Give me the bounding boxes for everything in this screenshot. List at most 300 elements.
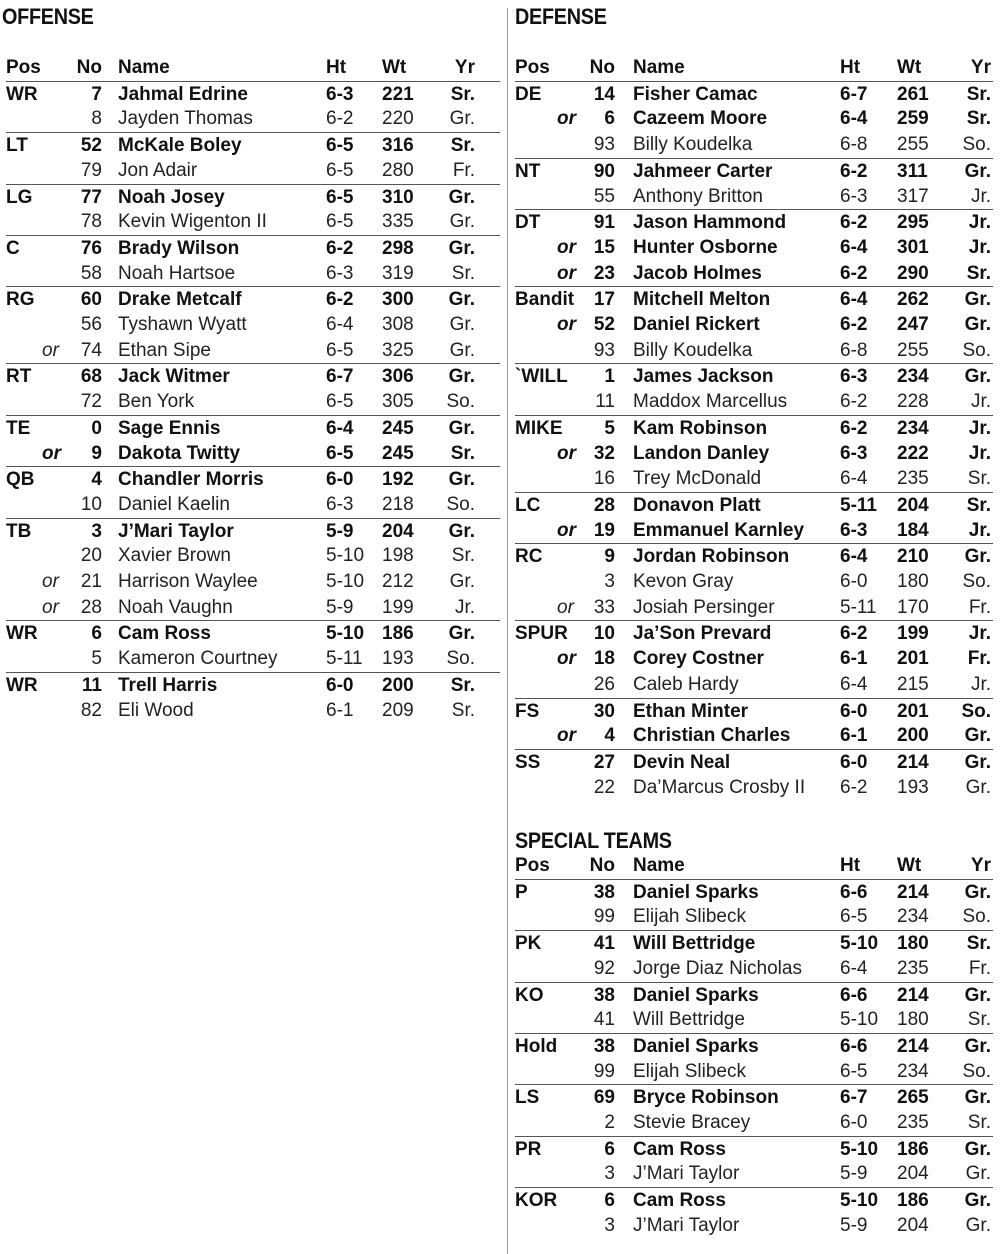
table-row: [6, 466, 500, 492]
header-no: No: [589, 57, 615, 78]
jersey-number-cell: 22: [593, 776, 615, 798]
class-year-cell: Gr.: [449, 339, 475, 361]
table-row: [515, 543, 993, 569]
height-cell: 6-2: [840, 391, 868, 413]
table-row: [6, 595, 500, 621]
height-cell: 6-3: [840, 519, 868, 541]
height-cell: 6-4: [326, 417, 354, 439]
jersey-number-cell: 9: [604, 546, 615, 568]
player-name-cell: Mitchell Melton: [633, 289, 771, 311]
height-cell: 6-0: [840, 1112, 868, 1133]
player-name-cell: Daniel Sparks: [633, 881, 759, 903]
jersey-number-cell: 20: [80, 545, 102, 567]
height-cell: 6-5: [840, 906, 868, 928]
player-name-cell: Cam Ross: [633, 1138, 726, 1160]
position-cell: LG: [6, 186, 33, 208]
table-row: [6, 363, 500, 389]
position-cell: C: [6, 237, 20, 259]
class-year-cell: Gr.: [449, 211, 475, 233]
table-row: [515, 132, 993, 158]
height-cell: 6-3: [840, 185, 868, 207]
table-row: [515, 879, 993, 905]
height-cell: 6-6: [840, 881, 868, 903]
player-name-cell: Christian Charles: [633, 725, 791, 747]
weight-cell: 235: [897, 957, 929, 979]
weight-cell: 308: [382, 314, 414, 335]
player-name-cell: Billy Koudelka: [633, 339, 753, 361]
position-cell: `WILL: [515, 366, 568, 388]
player-name-cell: Stevie Bracey: [633, 1112, 751, 1133]
jersey-number-cell: 77: [80, 186, 102, 208]
player-name-cell: Maddox Marcellus: [633, 391, 788, 413]
weight-cell: 301: [897, 236, 929, 258]
player-name-cell: Jahmal Edrine: [118, 83, 248, 105]
or-label: or: [42, 442, 61, 464]
height-cell: 6-5: [326, 211, 354, 233]
player-name-cell: Anthony Britton: [633, 185, 763, 207]
height-cell: 6-2: [840, 623, 868, 645]
height-cell: 6-8: [840, 339, 868, 361]
height-cell: 6-6: [840, 984, 868, 1006]
player-name-cell: Elijah Slibeck: [633, 1060, 746, 1082]
jersey-number-cell: 38: [593, 984, 615, 1006]
player-name-cell: Jon Adair: [118, 159, 198, 181]
height-cell: 6-4: [840, 673, 868, 695]
or-label: or: [557, 236, 576, 258]
header-ht: Ht: [840, 855, 861, 876]
height-cell: 6-1: [840, 725, 868, 747]
height-cell: 6-0: [840, 700, 868, 722]
jersey-number-cell: 23: [593, 262, 615, 284]
player-name-cell: Eli Wood: [118, 699, 194, 721]
weight-cell: 204: [897, 1214, 929, 1236]
position-cell: PR: [515, 1138, 542, 1160]
class-year-cell: Jr.: [968, 212, 991, 234]
player-name-cell: Harrison Waylee: [118, 571, 258, 592]
jersey-number-cell: 56: [80, 314, 102, 335]
height-cell: 6-4: [326, 314, 354, 335]
header-yr: Yr: [970, 855, 991, 876]
class-year-cell: So.: [446, 493, 475, 515]
class-year-cell: Jr.: [968, 417, 991, 439]
weight-cell: 200: [382, 674, 414, 696]
jersey-number-cell: 38: [593, 1035, 615, 1057]
height-cell: 6-2: [326, 289, 354, 311]
jersey-number-cell: 3: [604, 1163, 615, 1185]
player-name-cell: Kam Robinson: [633, 417, 768, 439]
class-year-cell: Sr.: [450, 674, 475, 696]
jersey-number-cell: 78: [80, 211, 102, 233]
jersey-number-cell: 1: [604, 366, 615, 388]
class-year-cell: Fr.: [452, 159, 475, 181]
jersey-number-cell: 5: [91, 648, 102, 670]
class-year-cell: Jr.: [968, 236, 991, 258]
jersey-number-cell: 38: [593, 881, 615, 903]
jersey-number-cell: 7: [91, 83, 102, 105]
header-wt: Wt: [382, 57, 407, 78]
class-year-cell: Gr.: [965, 1163, 991, 1185]
table-row: [515, 261, 993, 287]
weight-cell: 199: [897, 623, 929, 645]
height-cell: 6-5: [840, 1060, 868, 1082]
jersey-number-cell: 16: [593, 468, 615, 490]
height-cell: 5-10: [840, 1009, 879, 1031]
player-name-cell: Daniel Sparks: [633, 1035, 759, 1057]
weight-cell: 306: [382, 366, 414, 388]
height-cell: 6-3: [840, 442, 868, 464]
weight-cell: 180: [897, 933, 929, 955]
table-row: [6, 441, 500, 467]
height-cell: 6-1: [840, 648, 868, 670]
player-name-cell: Cam Ross: [118, 623, 211, 645]
weight-cell: 311: [897, 160, 928, 182]
class-year-cell: So.: [446, 648, 475, 670]
player-name-cell: Caleb Hardy: [633, 673, 739, 695]
player-name-cell: Trey McDonald: [633, 468, 762, 490]
weight-cell: 235: [897, 468, 929, 490]
player-name-cell: Landon Danley: [633, 442, 770, 464]
weight-cell: 310: [382, 186, 414, 208]
player-name-cell: Noah Josey: [118, 186, 225, 208]
table-row: [6, 543, 500, 569]
table-row: [515, 441, 993, 467]
column-divider: [507, 8, 508, 1254]
class-year-cell: Sr.: [966, 83, 991, 105]
position-cell: Hold: [515, 1035, 558, 1057]
weight-cell: 290: [897, 262, 929, 284]
class-year-cell: Fr.: [968, 957, 991, 979]
weight-cell: 192: [382, 469, 414, 491]
jersey-number-cell: 3: [91, 520, 102, 542]
weight-cell: 325: [382, 339, 414, 361]
player-name-cell: Jayden Thomas: [118, 108, 253, 130]
weight-cell: 298: [382, 237, 414, 259]
position-cell: WR: [6, 83, 38, 105]
table-row: [6, 415, 500, 441]
or-label: or: [557, 596, 574, 618]
player-name-cell: James Jackson: [633, 366, 774, 388]
weight-cell: 305: [382, 391, 414, 413]
weight-cell: 295: [897, 212, 929, 234]
table-row: [6, 569, 500, 595]
height-cell: 6-5: [326, 391, 354, 413]
class-year-cell: So.: [962, 906, 991, 928]
table-row: [515, 1213, 993, 1239]
table-row: [515, 389, 993, 415]
or-label: or: [42, 571, 59, 592]
offense-title: OFFENSE: [2, 4, 94, 29]
jersey-number-cell: 18: [593, 648, 615, 670]
height-cell: 5-9: [326, 520, 354, 542]
jersey-number-cell: 2: [604, 1112, 615, 1133]
weight-cell: 245: [382, 442, 414, 464]
height-cell: 6-4: [840, 236, 868, 258]
jersey-number-cell: 41: [593, 933, 615, 955]
jersey-number-cell: 14: [593, 83, 615, 105]
header-pos: Pos: [515, 855, 550, 876]
jersey-number-cell: 90: [593, 160, 615, 182]
defense-title: DEFENSE: [515, 4, 607, 29]
jersey-number-cell: 27: [593, 751, 615, 773]
table-row: [515, 158, 993, 184]
weight-cell: 247: [897, 314, 929, 335]
height-cell: 5-10: [840, 933, 879, 955]
jersey-number-cell: 19: [593, 519, 615, 541]
height-cell: 6-5: [326, 339, 354, 361]
player-name-cell: Brady Wilson: [118, 237, 240, 259]
player-name-cell: J’Mari Taylor: [118, 520, 234, 542]
class-year-cell: Gr.: [964, 984, 991, 1006]
player-name-cell: Jason Hammond: [633, 212, 787, 234]
jersey-number-cell: 93: [593, 134, 615, 156]
header-name: Name: [633, 855, 685, 876]
table-row: [515, 1033, 993, 1059]
player-name-cell: Daniel Sparks: [633, 984, 759, 1006]
weight-cell: 255: [897, 134, 929, 156]
height-cell: 6-3: [326, 493, 354, 515]
jersey-number-cell: 3: [604, 571, 615, 592]
table-row: [6, 286, 500, 312]
table-row: [6, 620, 500, 646]
class-year-cell: Sr.: [967, 1112, 991, 1133]
weight-cell: 214: [897, 751, 929, 773]
height-cell: 5-9: [326, 596, 354, 618]
table-row: [6, 492, 500, 518]
table-row: [515, 415, 993, 441]
table-row: [515, 235, 993, 261]
class-year-cell: Jr.: [970, 673, 991, 695]
class-year-cell: Gr.: [448, 469, 475, 491]
class-year-cell: Sr.: [450, 442, 475, 464]
class-year-cell: Jr.: [968, 623, 991, 645]
class-year-cell: Gr.: [964, 366, 991, 388]
class-year-cell: Jr.: [968, 442, 991, 464]
table-row: [515, 184, 993, 210]
table-row: [515, 363, 993, 389]
class-year-cell: So.: [962, 134, 991, 156]
height-cell: 5-11: [840, 494, 877, 516]
weight-cell: 335: [382, 211, 414, 233]
class-year-cell: Gr.: [448, 417, 475, 439]
class-year-cell: Gr.: [964, 751, 991, 773]
player-name-cell: Ben York: [118, 391, 195, 413]
class-year-cell: Fr.: [968, 596, 991, 618]
table-row: [515, 518, 993, 544]
jersey-number-cell: 99: [593, 906, 615, 928]
player-name-cell: Jordan Robinson: [633, 546, 790, 568]
position-cell: LT: [6, 135, 28, 157]
position-cell: NT: [515, 160, 541, 182]
class-year-cell: Sr.: [966, 108, 991, 130]
jersey-number-cell: 0: [91, 417, 102, 439]
jersey-number-cell: 79: [80, 159, 102, 181]
weight-cell: 245: [382, 417, 414, 439]
table-row: [515, 312, 993, 338]
table-row: [515, 930, 993, 956]
weight-cell: 262: [897, 289, 929, 311]
table-row: [515, 646, 993, 672]
class-year-cell: Gr.: [964, 725, 991, 747]
player-name-cell: Hunter Osborne: [633, 236, 778, 258]
table-row: [6, 261, 500, 287]
class-year-cell: Gr.: [965, 1214, 991, 1236]
weight-cell: 228: [897, 391, 929, 413]
player-name-cell: Cazeem Moore: [633, 108, 768, 130]
jersey-number-cell: 72: [80, 391, 102, 413]
jersey-number-cell: 9: [91, 442, 102, 464]
height-cell: 6-4: [840, 289, 868, 311]
player-name-cell: Emmanuel Karnley: [633, 519, 805, 541]
class-year-cell: Sr.: [450, 135, 475, 157]
jersey-number-cell: 55: [593, 185, 615, 207]
header-no: No: [76, 57, 102, 78]
weight-cell: 200: [897, 725, 929, 747]
weight-cell: 214: [897, 881, 929, 903]
table-row: [515, 466, 993, 492]
player-name-cell: McKale Boley: [118, 135, 242, 157]
class-year-cell: So.: [961, 700, 991, 722]
class-year-cell: So.: [962, 1060, 991, 1082]
height-cell: 6-7: [326, 366, 354, 388]
jersey-number-cell: 6: [91, 623, 102, 645]
player-name-cell: Sage Ennis: [118, 417, 221, 439]
height-cell: 6-2: [840, 212, 868, 234]
weight-cell: 261: [897, 83, 929, 105]
player-name-cell: Noah Vaughn: [118, 596, 233, 618]
class-year-cell: Gr.: [448, 237, 475, 259]
weight-cell: 259: [897, 108, 929, 130]
player-name-cell: Ethan Sipe: [118, 339, 211, 361]
jersey-number-cell: 99: [593, 1060, 615, 1082]
jersey-number-cell: 21: [80, 571, 102, 592]
class-year-cell: Gr.: [964, 289, 991, 311]
jersey-number-cell: 26: [593, 673, 615, 695]
weight-cell: 220: [382, 108, 414, 130]
jersey-number-cell: 6: [604, 108, 615, 130]
class-year-cell: Gr.: [448, 520, 475, 542]
or-label: or: [42, 339, 59, 361]
or-label: or: [42, 596, 59, 618]
weight-cell: 234: [897, 366, 929, 388]
jersey-number-cell: 41: [593, 1009, 615, 1031]
or-label: or: [557, 442, 576, 464]
table-row: [6, 184, 500, 210]
jersey-number-cell: 60: [80, 289, 102, 311]
height-cell: 5-11: [326, 648, 363, 670]
player-name-cell: Josiah Persinger: [633, 596, 775, 618]
jersey-number-cell: 10: [80, 493, 102, 515]
weight-cell: 199: [382, 596, 414, 618]
height-cell: 6-3: [326, 262, 354, 284]
weight-cell: 201: [897, 700, 929, 722]
header-pos: Pos: [515, 57, 550, 78]
table-row: [6, 132, 500, 158]
weight-cell: 317: [897, 185, 929, 207]
table-row: [6, 312, 500, 338]
table-row: [6, 338, 500, 364]
or-label: or: [557, 648, 576, 670]
height-cell: 6-1: [326, 699, 354, 721]
position-cell: FS: [515, 700, 540, 722]
table-row: [6, 209, 500, 235]
jersey-number-cell: 91: [593, 212, 615, 234]
height-cell: 6-5: [326, 135, 354, 157]
table-row: [6, 235, 500, 261]
height-cell: 6-2: [840, 262, 868, 284]
table-row: [515, 982, 993, 1008]
height-cell: 6-4: [840, 108, 868, 130]
position-cell: LS: [515, 1087, 540, 1109]
jersey-number-cell: 5: [604, 417, 615, 439]
jersey-number-cell: 82: [80, 699, 102, 721]
height-cell: 6-5: [326, 442, 354, 464]
jersey-number-cell: 32: [593, 442, 615, 464]
height-cell: 6-3: [840, 366, 868, 388]
weight-cell: 209: [382, 699, 414, 721]
player-name-cell: Noah Hartsoe: [118, 262, 236, 284]
position-cell: MIKE: [515, 417, 563, 439]
table-row: [515, 106, 993, 132]
table-row: [6, 646, 500, 672]
height-cell: 5-10: [326, 623, 365, 645]
player-name-cell: Jorge Diaz Nicholas: [633, 957, 802, 979]
weight-cell: 186: [382, 623, 414, 645]
player-name-cell: Ethan Minter: [633, 700, 749, 722]
height-cell: 6-2: [326, 237, 354, 259]
table-row: [515, 595, 993, 621]
jersey-number-cell: 4: [604, 725, 615, 747]
player-name-cell: Daniel Rickert: [633, 314, 760, 335]
player-name-cell: Bryce Robinson: [633, 1087, 779, 1109]
weight-cell: 184: [897, 519, 929, 541]
table-row: [515, 698, 993, 724]
player-name-cell: Tyshawn Wyatt: [118, 314, 247, 335]
jersey-number-cell: 10: [593, 623, 615, 645]
height-cell: 6-4: [840, 468, 868, 490]
weight-cell: 280: [382, 159, 414, 181]
table-row: [6, 158, 500, 184]
weight-cell: 193: [382, 648, 414, 670]
weight-cell: 234: [897, 1060, 929, 1082]
player-name-cell: Ja’Son Prevard: [633, 623, 772, 645]
position-cell: RG: [6, 289, 35, 311]
offense-header-row: [6, 55, 500, 82]
weight-cell: 201: [897, 648, 929, 670]
height-cell: 5-10: [840, 1138, 879, 1160]
jersey-number-cell: 11: [595, 391, 615, 413]
weight-cell: 186: [897, 1138, 929, 1160]
table-row: [515, 1007, 993, 1033]
class-year-cell: Gr.: [964, 314, 991, 335]
class-year-cell: Sr.: [966, 262, 991, 284]
table-row: [515, 1161, 993, 1187]
height-cell: 6-5: [326, 159, 354, 181]
header-yr: Yr: [454, 57, 475, 78]
class-year-cell: Jr.: [454, 596, 475, 618]
jersey-number-cell: 68: [80, 366, 102, 388]
jersey-number-cell: 28: [80, 596, 102, 618]
header-ht: Ht: [840, 57, 861, 78]
class-year-cell: Sr.: [450, 83, 475, 105]
jersey-number-cell: 33: [593, 596, 615, 618]
player-name-cell: Daniel Kaelin: [118, 493, 230, 515]
class-year-cell: Gr.: [449, 314, 475, 335]
table-row: [515, 904, 993, 930]
table-row: [6, 518, 500, 544]
weight-cell: 214: [897, 1035, 929, 1057]
position-cell: WR: [6, 623, 38, 645]
class-year-cell: Gr.: [448, 366, 475, 388]
